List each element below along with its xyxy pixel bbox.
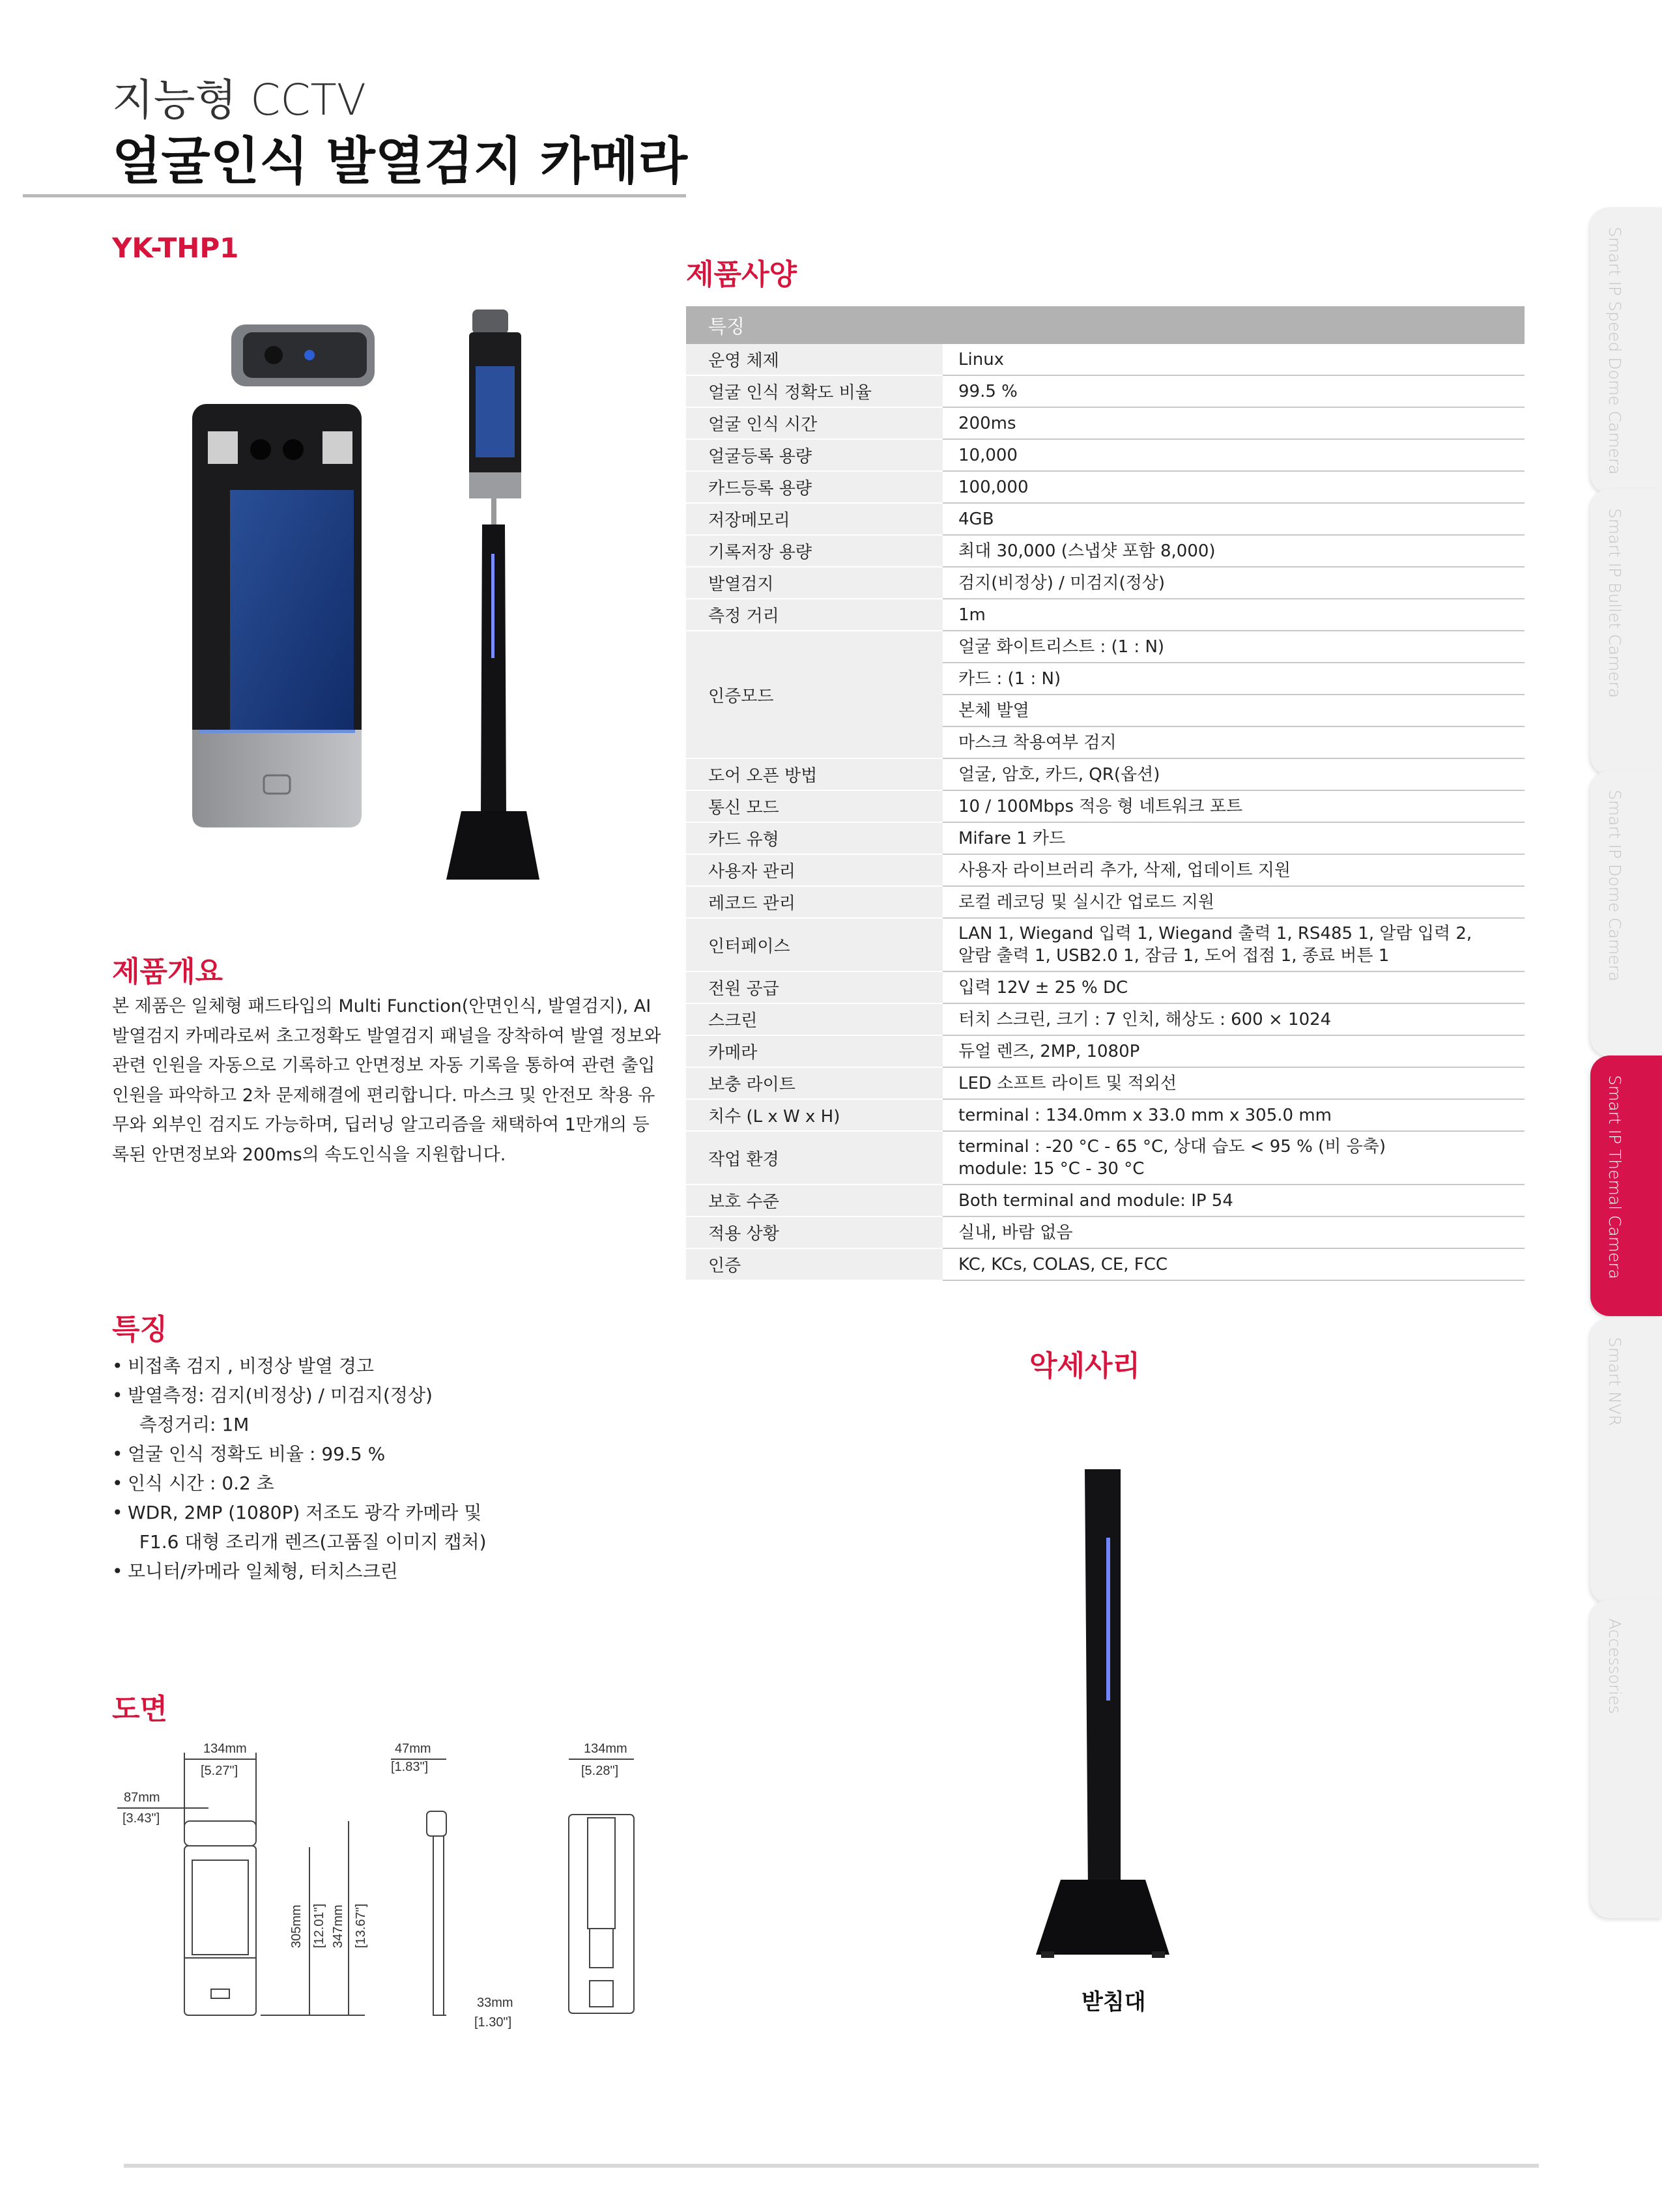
spec-key: 카메라 <box>686 1035 943 1067</box>
spec-value: 사용자 라이브러리 추가, 삭제, 업데이트 지원 <box>943 854 1525 886</box>
overview-text: 본 제품은 일체형 패드타입의 Multi Function(안면인식, 발열검지), AI 발열검지 카메라로써 초고정확도 발열검지 패널을 장착하여 발열 정보와 관련 인원을 자동으로 기록하고 안면정보 자동 기록을 통하여 관련 출입 인원을 파악하고 2차 문제해결에 편리합니다. 마스크 및 안전모 착용 유무와 외부인 검지도 가능하며, 딥러닝 알고리즘을 채택하여 1만개의 등록된 안면정보와 200ms의 속도인식을 지원합니다. <box>112 996 661 1165</box>
dim-side-depth-in: [1.30"] <box>474 2015 512 2030</box>
spec-key: 전원 공급 <box>686 971 943 1003</box>
table-row <box>686 1067 1525 1099</box>
spec-value: 마스크 착용여부 검지 <box>943 726 1525 758</box>
side-tab-accessories[interactable]: Accessories <box>1590 1599 1662 1918</box>
table-row <box>686 854 1525 886</box>
spec-key: 도어 오픈 방법 <box>686 758 943 790</box>
side-tab-thermal[interactable]: Smart IP Themal Camera <box>1590 1056 1662 1316</box>
dim-front-width: 134mm <box>203 1742 247 1756</box>
spec-key: 스크린 <box>686 1003 943 1035</box>
spec-key: 작업 환경 <box>686 1131 943 1185</box>
spec-value: 본체 발열 <box>943 695 1525 726</box>
spec-key: 인터페이스 <box>686 918 943 971</box>
spec-key: 얼굴 인식 시간 <box>686 407 943 439</box>
table-row <box>686 758 1525 790</box>
spec-value: 10,000 <box>943 439 1525 471</box>
feature-item: • 비접촉 검지 , 비정상 발열 경고 <box>112 1355 374 1377</box>
spec-value: Linux <box>943 344 1525 375</box>
spec-value: 터치 스크린, 크기 : 7 인치, 해상도 : 600 × 1024 <box>943 1003 1525 1035</box>
spec-key: 기록저장 용량 <box>686 535 943 567</box>
features-heading: 특징 <box>112 1313 168 1346</box>
spec-value: 10 / 100Mbps 적응 형 네트워크 포트 <box>943 790 1525 822</box>
stand-product-image <box>430 306 560 893</box>
spec-value: 얼굴, 암호, 카드, QR(옵션) <box>943 758 1525 790</box>
table-row <box>686 503 1525 535</box>
table-row <box>686 1003 1525 1035</box>
feature-item: • WDR, 2MP (1080P) 저조도 광각 카메라 및 F1.6 대형 조리개 렌즈(고품질 이미지 캡처) <box>112 1502 487 1553</box>
spec-value: LED 소프트 라이트 및 적외선 <box>943 1067 1525 1099</box>
side-tab-nvr[interactable]: Smart NVR <box>1590 1317 1662 1604</box>
spec-value: 카드 : (1 : N) <box>943 663 1525 695</box>
spec-value: 100,000 <box>943 471 1525 503</box>
spec-value: Mifare 1 카드 <box>943 822 1525 854</box>
dim-cam-width-in: [3.43"] <box>122 1811 160 1826</box>
spec-value: 입력 12V ± 25 % DC <box>943 971 1525 1003</box>
table-row <box>686 407 1525 439</box>
side-tab-dome[interactable]: Smart IP Dome Camera <box>1590 770 1662 1057</box>
table-row <box>686 439 1525 471</box>
feature-item: • 발열측정: 검지(비정상) / 미검지(정상) 측정거리: 1M <box>112 1385 433 1435</box>
table-row <box>686 344 1525 375</box>
spec-table <box>686 306 1525 1281</box>
spec-key: 통신 모드 <box>686 790 943 822</box>
spec-key: 사용자 관리 <box>686 854 943 886</box>
spec-value: 실내, 바람 없음 <box>943 1216 1525 1248</box>
spec-value: 최대 30,000 (스냅샷 포함 8,000) <box>943 535 1525 567</box>
spec-key: 발열검지 <box>686 567 943 599</box>
table-row <box>686 1185 1525 1216</box>
spec-key: 측정 거리 <box>686 599 943 631</box>
dim-front-width-in: [5.27"] <box>201 1764 238 1778</box>
table-row <box>686 971 1525 1003</box>
accessory-caption: 받침대 <box>1082 1989 1146 2015</box>
dim-height-305-in: [12.01"] <box>312 1903 326 1948</box>
spec-value: 듀얼 렌즈, 2MP, 1080P <box>943 1035 1525 1067</box>
spec-key: 인증모드 <box>686 631 943 758</box>
page-subtitle: 지능형 CCTV <box>112 75 366 125</box>
dim-cam-width: 87mm <box>124 1790 160 1805</box>
spec-value: 로컬 레코딩 및 실시간 업로드 지원 <box>943 886 1525 918</box>
footer-divider <box>124 2164 1539 2168</box>
features-list <box>112 1351 487 1586</box>
spec-value: LAN 1, Wiegand 입력 1, Wiegand 출력 1, RS485 1, 알람 입력 2, 알람 출력 1, USB2.0 1, 잠금 1, 도어 접점 1, 종료 버튼 1 <box>943 918 1525 971</box>
dim-side-top-in: [1.83"] <box>391 1760 429 1774</box>
spec-key: 저장메모리 <box>686 503 943 535</box>
spec-key: 치수 (L x W x H) <box>686 1099 943 1131</box>
table-row <box>686 1131 1525 1185</box>
table-row <box>686 918 1525 971</box>
spec-value: 검지(비정상) / 미검지(정상) <box>943 567 1525 599</box>
table-row <box>686 535 1525 567</box>
spec-value: 4GB <box>943 503 1525 535</box>
table-row <box>686 1035 1525 1067</box>
table-row <box>686 631 1525 663</box>
model-name: YK-THP1 <box>112 232 239 264</box>
dim-side-depth: 33mm <box>477 1996 513 2010</box>
feature-item: • 얼굴 인식 정확도 비율 : 99.5 % <box>112 1443 386 1465</box>
spec-value: KC, KCs, COLAS, CE, FCC <box>943 1248 1525 1280</box>
spec-key: 얼굴 인식 정확도 비율 <box>686 375 943 407</box>
spec-key: 얼굴등록 용량 <box>686 439 943 471</box>
terminal-product-image <box>186 306 381 840</box>
dim-side-top: 47mm <box>395 1742 431 1756</box>
table-row <box>686 790 1525 822</box>
table-row <box>686 1216 1525 1248</box>
dim-height-347: 347mm <box>331 1904 345 1948</box>
spec-key: 인증 <box>686 1248 943 1280</box>
spec-value: terminal : 134.0mm x 33.0 mm x 305.0 mm <box>943 1099 1525 1131</box>
side-tab-bullet[interactable]: Smart IP Bullet Camera <box>1590 489 1662 775</box>
spec-heading: 제품사양 <box>686 258 797 291</box>
dim-back-width-in: [5.28"] <box>581 1764 619 1778</box>
side-tab-speed-dome[interactable]: Smart IP Speed Dome Camera <box>1590 207 1662 494</box>
spec-table-header: 특징 <box>686 306 1525 344</box>
table-row <box>686 471 1525 503</box>
table-row <box>686 1248 1525 1280</box>
title-divider <box>23 194 686 197</box>
table-row <box>686 1099 1525 1131</box>
feature-item: • 모니터/카메라 일체형, 터치스크린 <box>112 1560 398 1582</box>
dim-back-width: 134mm <box>584 1742 627 1756</box>
spec-key: 적용 상황 <box>686 1216 943 1248</box>
stand-accessory-image <box>1036 1463 1192 1971</box>
spec-key: 보호 수준 <box>686 1185 943 1216</box>
page-title: 얼굴인식 발열검지 카메라 <box>112 132 688 191</box>
feature-item: • 인식 시간 : 0.2 초 <box>112 1472 274 1494</box>
table-row <box>686 599 1525 631</box>
spec-value: 99.5 % <box>943 375 1525 407</box>
spec-key: 카드등록 용량 <box>686 471 943 503</box>
spec-value: 200ms <box>943 407 1525 439</box>
spec-value: 얼굴 화이트리스트 : (1 : N) <box>943 631 1525 663</box>
spec-key: 레코드 관리 <box>686 886 943 918</box>
table-row <box>686 822 1525 854</box>
table-row <box>686 375 1525 407</box>
table-row <box>686 567 1525 599</box>
spec-value: terminal : -20 °C - 65 °C, 상대 습도 < 95 % (비 응축) module: 15 °C - 30 °C <box>943 1131 1525 1185</box>
spec-key: 카드 유형 <box>686 822 943 854</box>
dim-height-305: 305mm <box>289 1904 304 1948</box>
drawing-heading: 도면 <box>112 1693 168 1726</box>
dim-height-347-in: [13.67"] <box>354 1903 368 1948</box>
spec-value: Both terminal and module: IP 54 <box>943 1185 1525 1216</box>
dimension-drawing <box>117 1733 678 2039</box>
spec-key: 운영 체제 <box>686 344 943 375</box>
spec-key: 보충 라이트 <box>686 1067 943 1099</box>
spec-value: 1m <box>943 599 1525 631</box>
accessory-heading: 악세사리 <box>1029 1349 1141 1383</box>
overview-heading: 제품개요 <box>112 955 223 988</box>
table-row <box>686 886 1525 918</box>
